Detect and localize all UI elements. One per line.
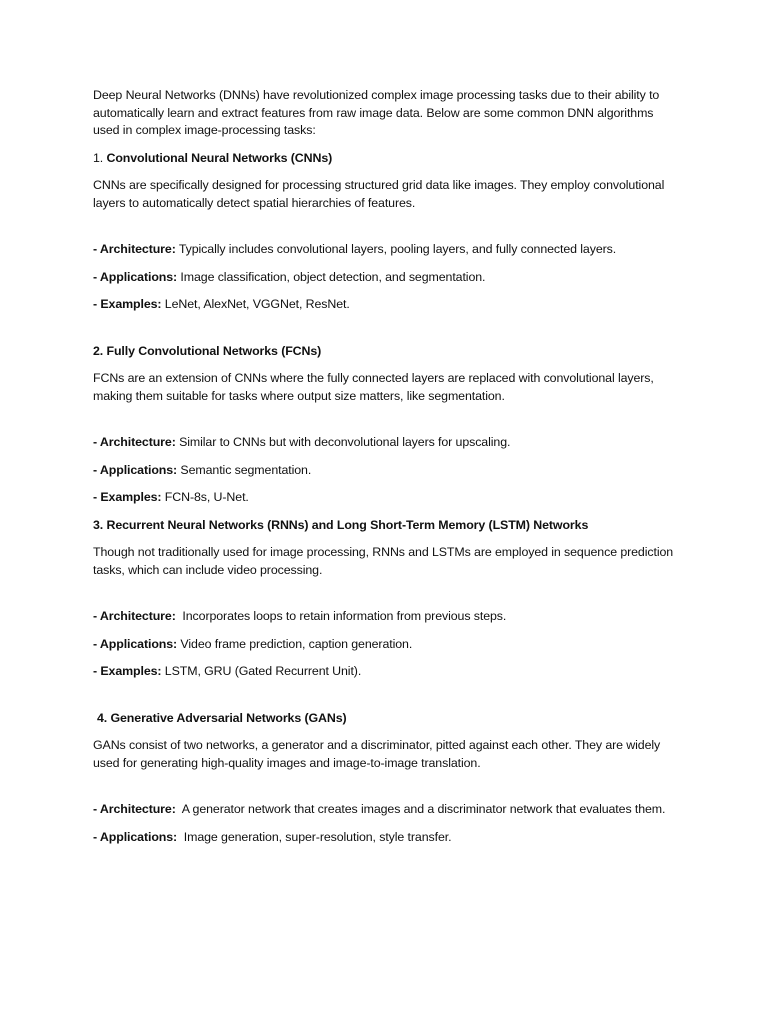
architecture-text: Typically includes convolutional layers, pooling layers, and fully connected layers. <box>175 242 617 256</box>
architecture-text: A generator network that creates images and a discriminator network that evaluates them. <box>175 802 666 816</box>
section-title: 4. Generative Adversarial Networks (GANs) <box>97 710 347 725</box>
section-description-fcn: FCNs are an extension of CNNs where the fully connected layers are replaced with convolutional layers, making them suitable for tasks where output size matters, like segmentation. <box>93 371 654 403</box>
examples-item-fcn <box>93 489 683 507</box>
spacer <box>93 782 683 801</box>
document-page <box>93 87 683 856</box>
section-heading-fcn <box>93 343 683 361</box>
section-title: 2. Fully Convolutional Networks (FCNs) <box>93 343 322 358</box>
examples-item-cnn <box>93 296 683 314</box>
applications-text: Image classification, object detection, and segmentation. <box>177 269 486 284</box>
spacer <box>93 589 683 608</box>
applications-label: - Applications: <box>93 269 178 284</box>
section-title: Convolutional Neural Networks (CNNs) <box>106 150 333 165</box>
section-number: 1. <box>93 150 107 165</box>
spacer <box>93 324 683 343</box>
applications-label: - Applications: <box>93 462 178 477</box>
applications-item-cnn <box>93 269 683 287</box>
spacer <box>93 691 683 710</box>
architecture-text: Similar to CNNs but with deconvolutional layers for upscaling. <box>175 435 511 449</box>
examples-label: - Examples: <box>93 297 162 311</box>
applications-text: Video frame prediction, caption generation. <box>177 636 413 651</box>
examples-item-rnn <box>93 663 683 681</box>
section-heading-rnn <box>93 517 683 535</box>
intro-paragraph: Deep Neural Networks (DNNs) have revolutionized complex image processing tasks due to their ability to automatically learn and extract features from raw image data. Below are some common DNN algorithms used in complex image-processing tasks: <box>93 88 660 137</box>
section-heading-cnn <box>93 150 683 168</box>
applications-text: Semantic segmentation. <box>177 462 312 477</box>
applications-label: - Applications: <box>93 636 178 651</box>
architecture-label: - Architecture: <box>93 435 176 449</box>
architecture-label: - Architecture: <box>93 242 176 256</box>
architecture-item-cnn <box>93 241 683 259</box>
applications-item-fcn <box>93 462 683 480</box>
examples-text: LSTM, GRU (Gated Recurrent Unit). <box>161 664 362 678</box>
section-heading-gan <box>93 710 683 728</box>
section-description-rnn: Though not traditionally used for image processing, RNNs and LSTMs are employed in sequence prediction tasks, which can include video processing. <box>93 545 674 577</box>
examples-text: LeNet, AlexNet, VGGNet, ResNet. <box>161 297 350 311</box>
examples-text: FCN-8s, U-Net. <box>161 490 249 504</box>
architecture-label: - Architecture: <box>93 802 176 816</box>
applications-label: - Applications: <box>93 829 178 844</box>
applications-item-rnn <box>93 636 683 654</box>
applications-text: Image generation, super-resolution, style transfer. <box>177 829 452 844</box>
section-description-gan: GANs consist of two networks, a generator and a discriminator, pitted against each other. They are widely used for generating high-quality images and image-to-image translation. <box>93 738 661 770</box>
architecture-item-fcn <box>93 434 683 452</box>
examples-label: - Examples: <box>93 664 162 678</box>
spacer <box>93 415 683 434</box>
section-description-cnn: CNNs are specifically designed for processing structured grid data like images. They employ convolutional layers to automatically detect spatial hierarchies of features. <box>93 178 665 210</box>
applications-item-gan <box>93 829 683 847</box>
architecture-text: Incorporates loops to retain information from previous steps. <box>175 609 507 623</box>
architecture-label: - Architecture: <box>93 609 176 623</box>
architecture-item-gan <box>93 801 683 819</box>
spacer <box>93 222 683 241</box>
examples-label: - Examples: <box>93 490 162 504</box>
section-title: 3. Recurrent Neural Networks (RNNs) and Long Short-Term Memory (LSTM) Networks <box>93 517 589 532</box>
architecture-item-rnn <box>93 608 683 626</box>
